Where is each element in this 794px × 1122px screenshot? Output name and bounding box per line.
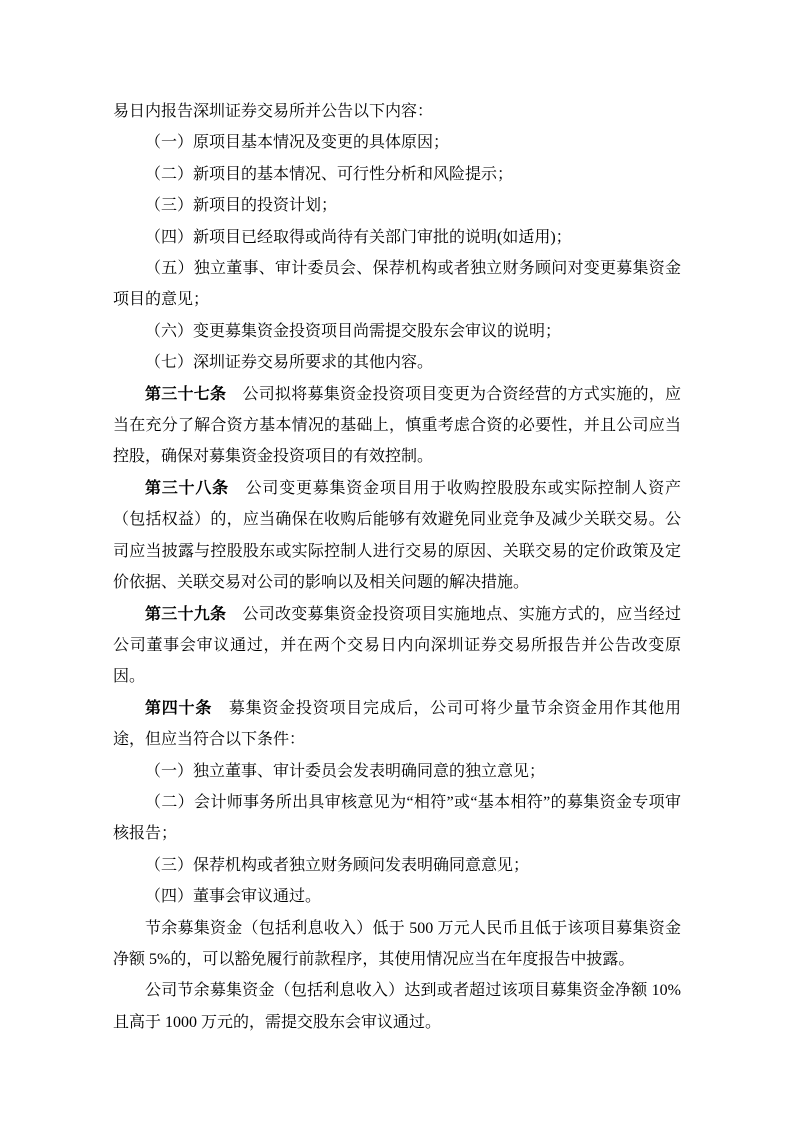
paragraph-text: （七）深圳证券交易所要求的其他内容。 xyxy=(145,354,434,372)
paragraph xyxy=(113,253,681,316)
article-heading: 第三十八条 xyxy=(145,479,229,497)
article-heading: 第三十九条 xyxy=(145,605,227,623)
paragraph-text: 公司拟将募集资金投资项目变更为合资经营的方式实施的，应当在充分了解合资方基本情况的基础上，慎重考虑合资的必要性，并且公司应当控股，确保对募集资金投资项目的有效控制。 xyxy=(113,385,681,466)
paragraph xyxy=(113,756,681,787)
paragraph xyxy=(113,222,681,253)
paragraph-text: （二）新项目的基本情况、可行性分析和风险提示； xyxy=(145,165,514,183)
paragraph-text: （六）变更募集资金投资项目尚需提交股东会审议的说明； xyxy=(145,322,562,340)
paragraph-text: （三）新项目的投资计划； xyxy=(145,197,338,215)
paragraph xyxy=(113,850,681,881)
paragraph-text: （五）独立董事、审计委员会、保荐机构或者独立财务顾问对变更募集资金项目的意见； xyxy=(113,260,681,309)
paragraph-text: 节余募集资金（包括利息收入）低于 500 万元人民币且低于该项目募集资金净额 5%的，可以豁免履行前款程序，其使用情况应当在年度报告中披露。 xyxy=(113,919,681,968)
paragraph-text: 公司变更募集资金项目用于收购控股股东或实际控制人资产（包括权益）的，应当确保在收购后能够有效避免同业竞争及减少关联交易。公司应当披露与控股股东或实际控制人进行交易的原因、关联交易的定价政策及定价依据、关联交易对公司的影响以及相关问题的解决措施。 xyxy=(113,479,681,592)
paragraph-text: 易日内报告深圳证券交易所并公告以下内容： xyxy=(113,103,434,120)
paragraph-text: 募集资金投资项目完成后，公司可将少量节余资金用作其他用途，但应当符合以下条件： xyxy=(113,699,681,749)
paragraph xyxy=(113,473,681,599)
paragraph xyxy=(113,159,681,190)
document-text-block xyxy=(113,96,681,1038)
paragraph-text: （一）独立董事、审计委员会发表明确同意的独立意见； xyxy=(145,762,546,780)
paragraph xyxy=(113,127,681,158)
paragraph-text: 公司改变募集资金投资项目实施地点、实施方式的，应当经过公司董事会审议通过，并在两个交易日内向深圳证券交易所报告并公告改变原因。 xyxy=(113,605,681,686)
paragraph-text: 公司节余募集资金（包括利息收入）达到或者超过该项目募集资金净额 10%且高于 1000 万元的，需提交股东会审议通过。 xyxy=(113,982,681,1031)
paragraph xyxy=(113,881,681,912)
paragraph-text: （四）新项目已经取得或尚待有关部门审批的说明(如适用)； xyxy=(145,228,572,246)
paragraph xyxy=(113,975,681,1038)
paragraph-text: （四）董事会审议通过。 xyxy=(145,888,322,906)
paragraph-text: （一）原项目基本情况及变更的具体原因； xyxy=(145,134,450,152)
paragraph xyxy=(113,190,681,221)
paragraph xyxy=(113,379,681,473)
paragraph xyxy=(113,913,681,976)
paragraph-text: （三）保荐机构或者独立财务顾问发表明确同意意见； xyxy=(145,856,530,874)
paragraph-text: （二）会计师事务所出具审核意见为“相符”或“基本相符”的募集资金专项审核报告； xyxy=(113,793,681,843)
paragraph xyxy=(113,693,681,756)
article-heading: 第三十七条 xyxy=(145,385,227,403)
paragraph xyxy=(113,347,681,378)
article-heading: 第四十条 xyxy=(145,699,213,717)
paragraph xyxy=(113,316,681,347)
paragraph xyxy=(113,787,681,850)
paragraph xyxy=(113,96,681,127)
paragraph xyxy=(113,599,681,693)
